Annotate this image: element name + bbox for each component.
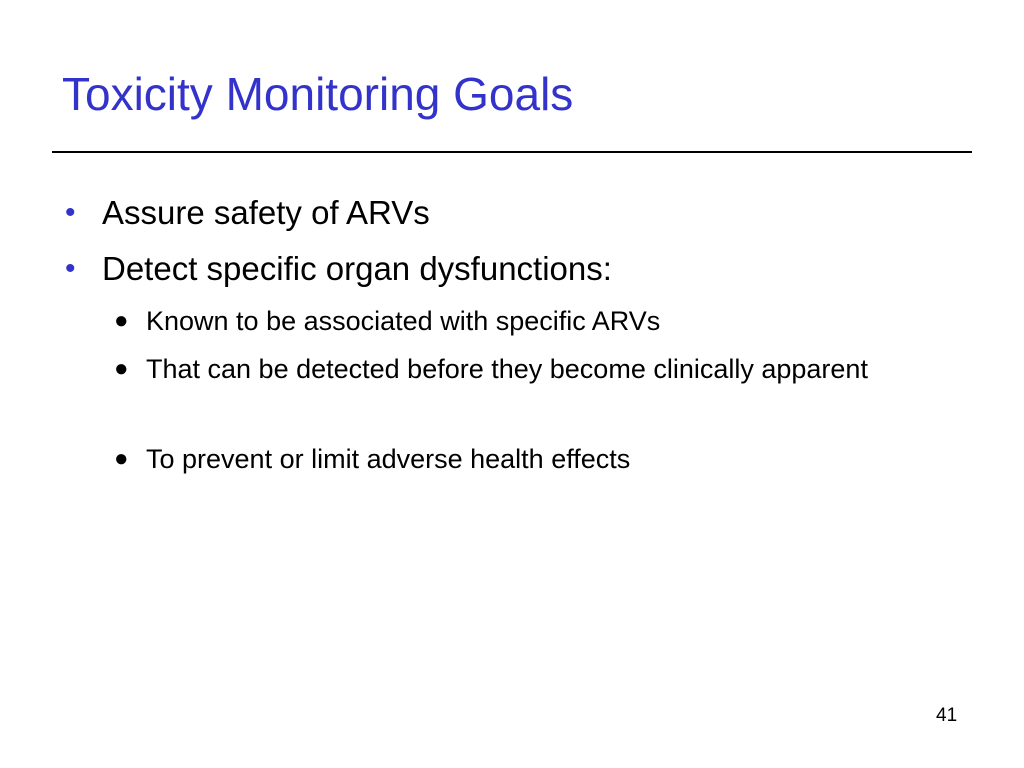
bullet-text: Detect specific organ dysfunctions: bbox=[102, 250, 612, 287]
sub-bullet-marker: ● bbox=[114, 445, 129, 472]
sub-bullet-marker: ● bbox=[114, 307, 129, 334]
sub-bullet-item bbox=[114, 304, 936, 338]
sub-bullet-item bbox=[114, 442, 936, 476]
page-number: 41 bbox=[936, 705, 958, 726]
sub-bullet-item bbox=[114, 352, 936, 386]
sub-bullet-marker: ● bbox=[114, 355, 129, 382]
bullet-item bbox=[65, 193, 430, 233]
sub-bullet-text: To prevent or limit adverse health effects bbox=[146, 444, 631, 474]
bullet-item bbox=[65, 249, 612, 289]
slide-title: Toxicity Monitoring Goals bbox=[62, 68, 574, 120]
title-divider bbox=[52, 151, 972, 153]
sub-bullet-text: Known to be associated with specific ARVs bbox=[146, 306, 661, 336]
bullet-marker: • bbox=[65, 196, 76, 229]
bullet-text: Assure safety of ARVs bbox=[102, 194, 430, 231]
sub-bullet-text: That can be detected before they become clinically apparent bbox=[146, 354, 868, 384]
bullet-marker: • bbox=[65, 252, 76, 285]
